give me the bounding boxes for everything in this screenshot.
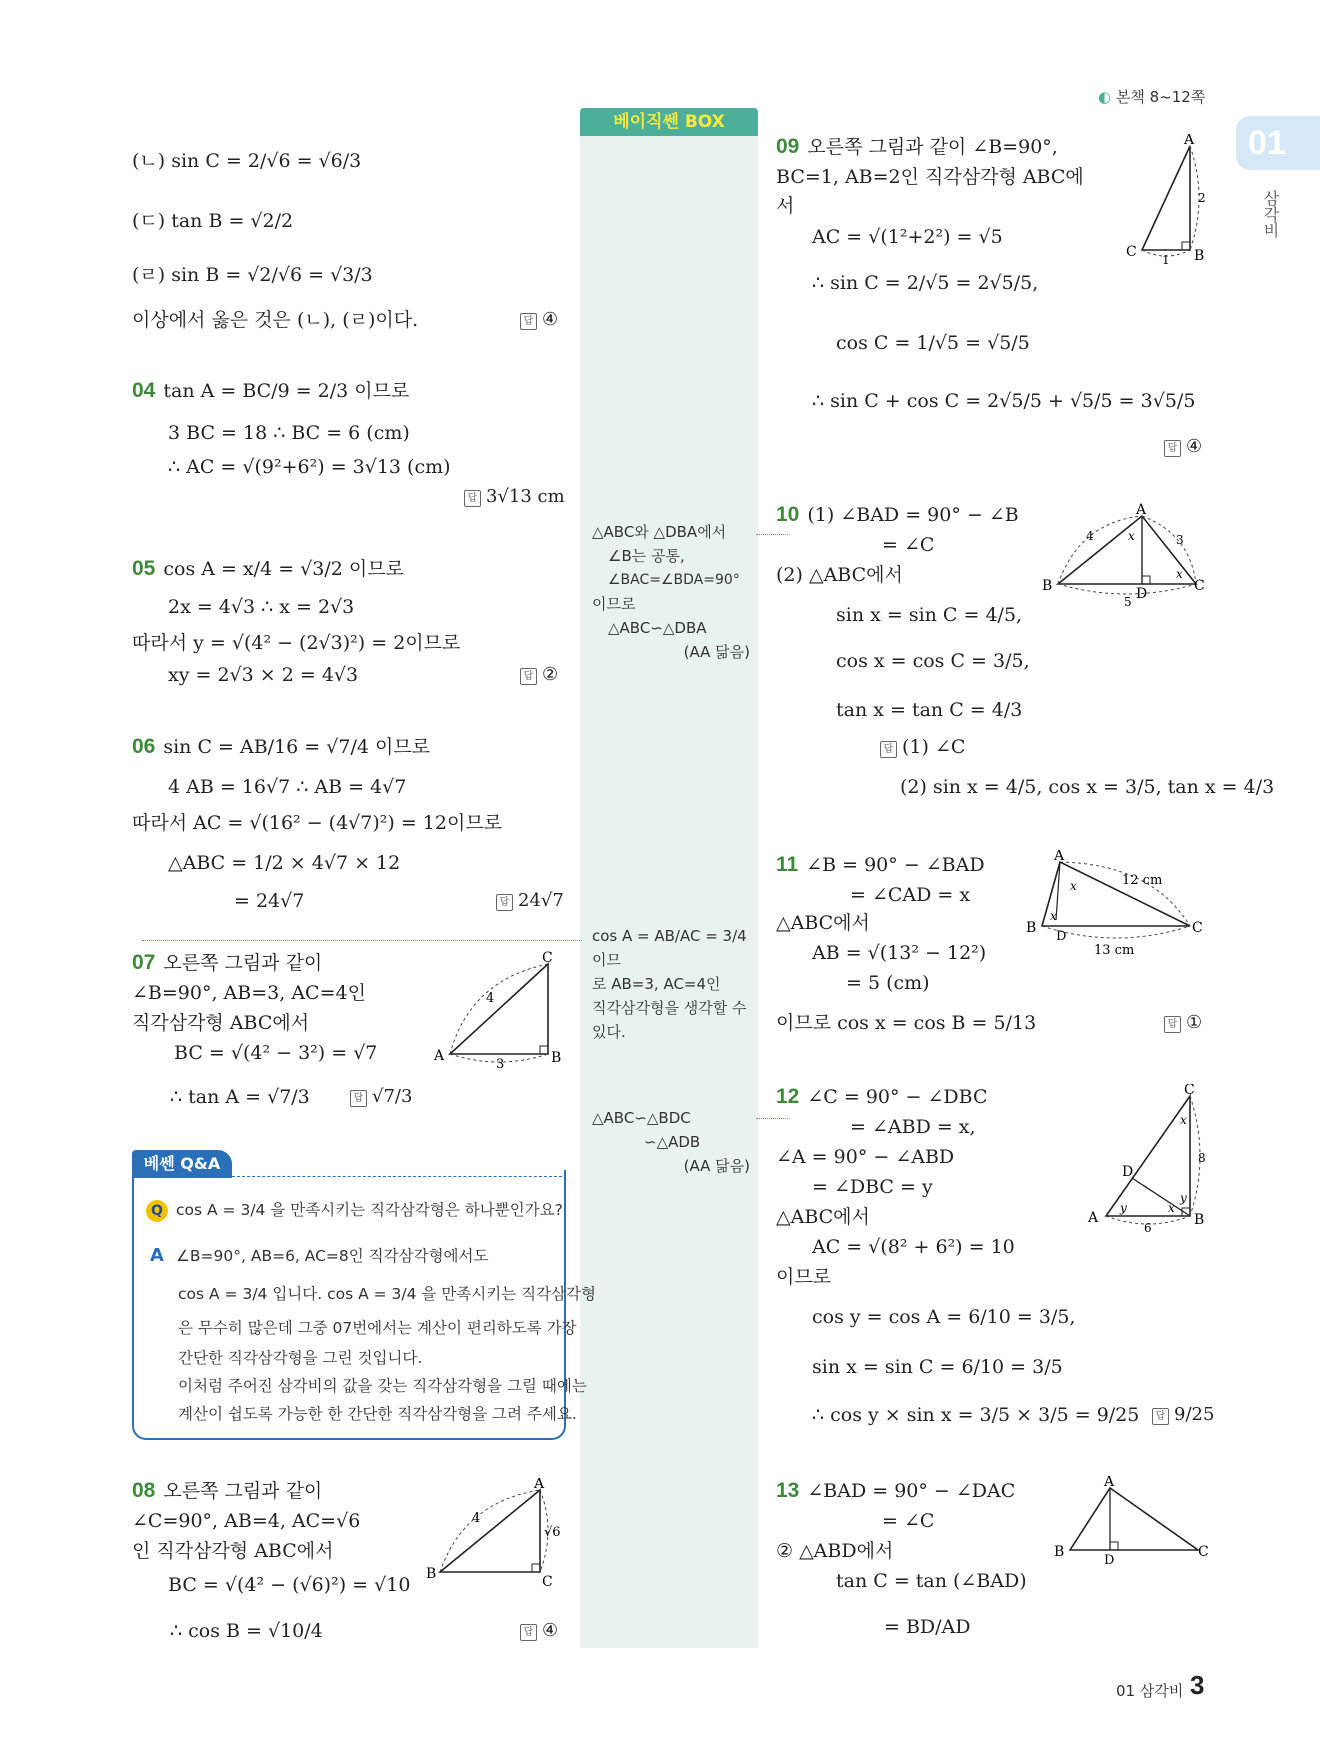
- p09-line5: ∴ sin C = 2/√5 = 2√5/5,: [812, 272, 1039, 294]
- p05-answer: 답 ②: [520, 664, 558, 685]
- answer-icon: 답: [520, 313, 537, 330]
- p07-line5: ∴ tan A = √7/3: [170, 1086, 310, 1108]
- answer-icon: 답: [520, 1624, 537, 1641]
- p04-answer: 답 3√13 cm: [464, 486, 565, 507]
- p11-line4: AB = √(13² − 12²): [812, 942, 987, 964]
- p07-line3: 직각삼각형 ABC에서: [132, 1012, 310, 1034]
- fig11-side-bc: 13 cm: [1094, 943, 1135, 958]
- p10-line4: sin x = sin C = 4/5,: [836, 604, 1023, 626]
- chapter-side-title: 삼각비: [1261, 190, 1280, 238]
- figure-07: [430, 950, 570, 1070]
- fig12-angle-y1: y: [1120, 1201, 1127, 1215]
- p10-line2: = ∠C: [882, 534, 935, 556]
- p11-answer: 답 ①: [1164, 1012, 1202, 1033]
- fig07-side-ab: 3: [496, 1057, 505, 1070]
- p10-line7: 답 (1) ∠C: [880, 734, 965, 761]
- p08-line4: BC = √(4² − (√6)²) = √10: [168, 1574, 411, 1596]
- page-number: 3: [1190, 1670, 1205, 1700]
- box-note-2: cos A = AB/AC = 3/4 이므 로 AB=3, AC=4인 직각삼각형을 생각할 수 있다.: [592, 927, 747, 1041]
- p03-line1: (ㄴ) sin C = 2/√6 = √6/3: [132, 150, 362, 172]
- p12-line10: ∴ cos y × sin x = 3/5 × 3/5 = 9/25: [812, 1404, 1140, 1426]
- p09-line7: ∴ sin C + cos C = 2√5/5 + √5/5 = 3√5/5: [812, 390, 1196, 412]
- p08-answer: 답 ④: [520, 1620, 558, 1641]
- p11-line3: △ABC에서: [776, 912, 870, 934]
- p12-line7: 이므로: [776, 1266, 832, 1288]
- p10-line8: (2) sin x = 4/5, cos x = 3/5, tan x = 4/3: [900, 776, 1275, 798]
- fig09-side-bc: 1: [1162, 253, 1170, 266]
- basic-box-title: 베이직쎈 BOX: [580, 108, 758, 136]
- p12-answer: 답 9/25: [1152, 1404, 1214, 1425]
- fig07-label-c: C: [542, 950, 553, 966]
- figure-09: [1120, 134, 1210, 266]
- fig13-label-c: C: [1198, 1544, 1209, 1560]
- p12-line6: AC = √(8² + 6²) = 10: [812, 1236, 1015, 1258]
- fig11-label-b: B: [1026, 920, 1037, 936]
- fig12-angle-x1: x: [1180, 1113, 1187, 1127]
- fig11-label-c: C: [1192, 920, 1203, 936]
- figure-12: [1086, 1084, 1212, 1236]
- fig12-label-a: A: [1088, 1210, 1099, 1226]
- chapter-tab[interactable]: 01: [1236, 116, 1320, 170]
- fig07-side-ac: 4: [486, 991, 495, 1006]
- fig11-label-d: D: [1056, 929, 1067, 944]
- fig09-label-c: C: [1126, 244, 1137, 260]
- p12-line1: 12 ∠C = 90° − ∠DBC: [776, 1085, 988, 1108]
- figure-08: [424, 1478, 574, 1596]
- fig10-side-ab: 4: [1086, 529, 1094, 543]
- p11-line6: 이므로 cos x = cos B = 5/13: [776, 1012, 1037, 1034]
- fig11-label-a: A: [1054, 850, 1065, 864]
- answer-icon: 답: [1152, 1408, 1169, 1425]
- fig10-side-bc: 5: [1124, 595, 1132, 609]
- fig08-side-ab: 4: [472, 1511, 481, 1526]
- p11-line1: 11 ∠B = 90° − ∠BAD: [776, 853, 985, 876]
- qa-answer-3: 은 무수히 많은데 그중 07번에서는 계산이 편리하도록 가장: [178, 1319, 577, 1337]
- p11-line2: = ∠CAD = x: [850, 884, 971, 906]
- fig10-label-c: C: [1194, 578, 1205, 594]
- basic-box-column: [580, 108, 758, 1648]
- fig08-label-c: C: [542, 1574, 553, 1590]
- fig08-label-a: A: [534, 1478, 545, 1492]
- qa-answer-4: 간단한 직각삼각형을 그린 것입니다.: [178, 1349, 423, 1367]
- fig12-side-ab: 6: [1144, 1221, 1152, 1235]
- question-icon: Q: [146, 1200, 168, 1222]
- answer-icon: 답: [350, 1090, 367, 1107]
- connector-07: [142, 940, 582, 941]
- p05-line2: 2x = 4√3 ∴ x = 2√3: [168, 596, 355, 618]
- p08-line3: 인 직각삼각형 ABC에서: [132, 1540, 334, 1562]
- fig11-angle-x2: x: [1050, 909, 1057, 923]
- connector-12: [756, 1118, 788, 1119]
- box-note-3: △ABC∽△BDC ∽△ADB (AA 닮음): [592, 1109, 750, 1175]
- p07-line4: BC = √(4² − 3²) = √7: [174, 1042, 378, 1064]
- ref-icon: ◐: [1098, 88, 1112, 106]
- fig09-label-a: A: [1184, 134, 1195, 148]
- answer-icon: 답: [496, 894, 513, 911]
- fig11-angle-x1: x: [1070, 879, 1077, 893]
- p03-answer: 답 ④: [520, 309, 558, 330]
- fig10-label-d: D: [1136, 586, 1148, 602]
- p12-line3: ∠A = 90° − ∠ABD: [776, 1146, 955, 1168]
- p10-line1: 10 (1) ∠BAD = 90° − ∠B: [776, 503, 1019, 526]
- fig12-angle-x2: x: [1168, 1201, 1175, 1215]
- qa-answer-1: A ∠B=90°, AB=6, AC=8인 직각삼각형에서도: [146, 1244, 488, 1267]
- p06-line1: 06 sin C = AB/16 = √7/4 이므로: [132, 735, 431, 758]
- fig07-label-a: A: [434, 1048, 445, 1064]
- p09-line3: 서: [776, 195, 795, 217]
- fig10-label-b: B: [1042, 578, 1053, 594]
- fig12-label-b: B: [1194, 1212, 1205, 1228]
- p12-line9: sin x = sin C = 6/10 = 3/5: [812, 1356, 1063, 1378]
- qa-badge: 베쎈 Q&A: [132, 1150, 232, 1178]
- fig12-side-bc: 8: [1198, 1151, 1206, 1165]
- p13-line1: 13 ∠BAD = 90° − ∠DAC: [776, 1479, 1016, 1502]
- qa-answer-5: 이처럼 주어진 삼각비의 값을 갖는 직각삼각형을 그릴 때에는: [178, 1377, 587, 1395]
- p04-line2: 3 BC = 18 ∴ BC = 6 (cm): [168, 422, 410, 444]
- footer-label: 01 삼각비: [1116, 1682, 1184, 1700]
- p12-line5: △ABC에서: [776, 1206, 870, 1228]
- page-ref: ◐ 본책 8~12쪽: [1098, 88, 1206, 106]
- p06-line5: = 24√7: [234, 890, 305, 912]
- p06-line3: 따라서 AC = √(16² − (4√7)²) = 12이므로: [132, 812, 503, 834]
- p03-line2: (ㄷ) tan B = √2/2: [132, 210, 294, 232]
- fig09-side-ab: 2: [1198, 191, 1206, 205]
- p09-line4: AC = √(1²+2²) = √5: [812, 226, 1003, 248]
- fig10-side-ac: 3: [1176, 533, 1184, 547]
- qa-answer-6: 계산이 쉽도록 가능한 한 간단한 직각삼각형을 그려 주세요.: [178, 1405, 577, 1423]
- figure-11: [1022, 850, 1212, 958]
- figure-13: [1052, 1476, 1212, 1568]
- answer-icon: 답: [1164, 1016, 1181, 1033]
- p09-line6: cos C = 1/√5 = √5/5: [836, 332, 1030, 354]
- p07-answer: 답 √7/3: [350, 1086, 412, 1107]
- p12-line2: = ∠ABD = x,: [850, 1116, 976, 1138]
- fig10-angle-x1: x: [1128, 529, 1135, 543]
- p06-line2: 4 AB = 16√7 ∴ AB = 4√7: [168, 776, 407, 798]
- qa-question: Q cos A = 3/4 을 만족시키는 직각삼각형은 하나뿐인가요?: [146, 1198, 563, 1222]
- box-note-1: △ABC와 △DBA에서 ∠B는 공통, ∠BAC=∠BDA=90° 이므로 △ABC∽△DBA (AA 닮음): [592, 523, 750, 661]
- fig08-label-b: B: [426, 1566, 437, 1582]
- fig10-label-a: A: [1136, 502, 1147, 518]
- figure-10: [1040, 500, 1208, 612]
- p08-line1: 08 오른쪽 그림과 같이: [132, 1479, 323, 1502]
- p10-line5: cos x = cos C = 3/5,: [836, 650, 1030, 672]
- answer-icon: 답: [520, 668, 537, 685]
- p09-line2: BC=1, AB=2인 직각삼각형 ABC에: [776, 166, 1084, 188]
- p13-line4: tan C = tan (∠BAD): [836, 1570, 1027, 1592]
- p13-line2: = ∠C: [882, 1510, 935, 1532]
- p10-line3: (2) △ABC에서: [776, 564, 903, 586]
- answer-icon: 답: [880, 741, 897, 758]
- fig07-label-b: B: [551, 1050, 562, 1066]
- p05-line3: 따라서 y = √(4² − (2√3)²) = 2이므로: [132, 632, 461, 654]
- p08-line5: ∴ cos B = √10/4: [170, 1620, 323, 1642]
- p13-line5: = BD/AD: [884, 1616, 971, 1638]
- p05-line1: 05 cos A = x/4 = √3/2 이므로: [132, 557, 404, 580]
- fig13-label-b: B: [1054, 1544, 1065, 1560]
- p10-line6: tan x = tan C = 4/3: [836, 699, 1023, 721]
- p11-line5: = 5 (cm): [846, 972, 930, 994]
- p05-line4: xy = 2√3 × 2 = 4√3: [168, 664, 359, 686]
- fig09-label-b: B: [1194, 248, 1205, 264]
- p09-line1: 09 오른쪽 그림과 같이 ∠B=90°,: [776, 135, 1058, 158]
- connector-10: [756, 534, 788, 535]
- p09-answer: 답 ④: [1164, 436, 1202, 457]
- answer-icon: 답: [1164, 440, 1181, 457]
- p03-line4: 이상에서 옳은 것은 (ㄴ), (ㄹ)이다.: [132, 309, 419, 331]
- fig08-side-ac: √6: [544, 1525, 561, 1540]
- p12-line4: = ∠DBC = y: [812, 1176, 933, 1198]
- fig12-angle-y2: y: [1180, 1191, 1187, 1205]
- fig12-label-d: D: [1122, 1164, 1134, 1180]
- answer-a-icon: A: [150, 1245, 164, 1266]
- p04-line1: 04 tan A = BC/9 = 2/3 이므로: [132, 379, 410, 402]
- answer-icon: 답: [464, 490, 481, 507]
- fig13-label-d: D: [1104, 1553, 1115, 1568]
- fig13-label-a: A: [1104, 1476, 1115, 1490]
- qa-answer-2: cos A = 3/4 입니다. cos A = 3/4 을 만족시키는 직각삼각형: [178, 1285, 596, 1303]
- p06-answer: 답 24√7: [496, 890, 564, 911]
- p03-line3: (ㄹ) sin B = √2/√6 = √3/3: [132, 264, 373, 286]
- p13-line3: ② △ABD에서: [776, 1540, 894, 1562]
- p07-line1: 07 오른쪽 그림과 같이: [132, 951, 323, 974]
- p04-line3: ∴ AC = √(9²+6²) = 3√13 (cm): [168, 456, 451, 478]
- fig12-label-c: C: [1184, 1084, 1195, 1098]
- fig11-side-ac: 12 cm: [1122, 873, 1163, 888]
- p12-line8: cos y = cos A = 6/10 = 3/5,: [812, 1306, 1076, 1328]
- p06-line4: △ABC = 1/2 × 4√7 × 12: [168, 852, 401, 874]
- fig10-angle-x2: x: [1176, 567, 1183, 581]
- p07-line2: ∠B=90°, AB=3, AC=4인: [132, 982, 366, 1004]
- p08-line2: ∠C=90°, AB=4, AC=√6: [132, 1510, 361, 1532]
